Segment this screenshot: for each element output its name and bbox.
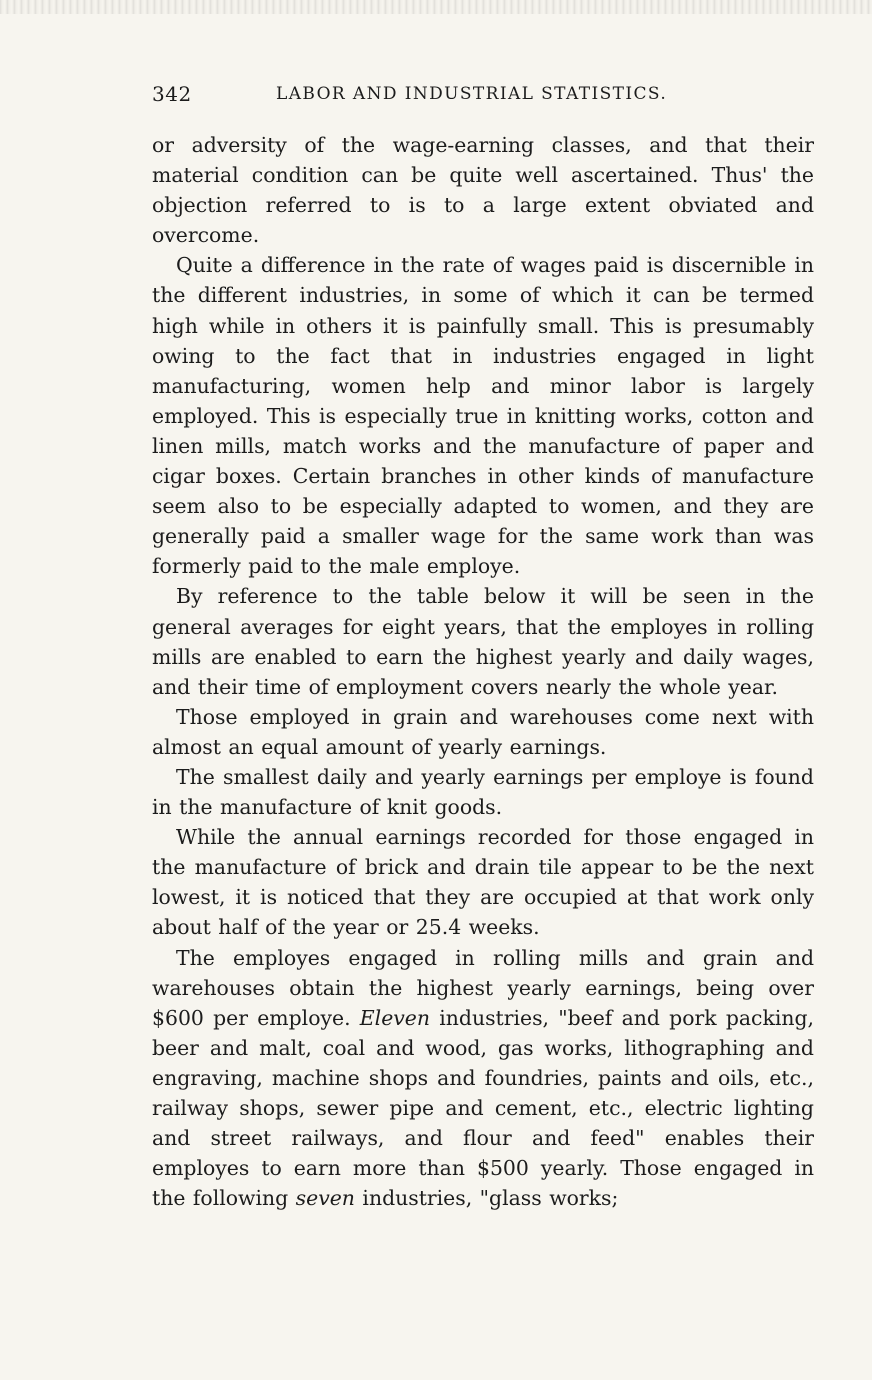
paragraph: Those employed in grain and warehouses come next with almost an equal amount of yearly earnings.	[152, 704, 814, 759]
page-header	[152, 80, 814, 114]
book-page	[152, 80, 814, 1213]
running-title: LABOR AND INDUSTRIAL STATISTICS.	[276, 84, 668, 104]
paragraph	[152, 943, 814, 1214]
emphasis-seven: seven	[295, 1186, 355, 1211]
body-text	[152, 130, 814, 1213]
paragraph-text: industries, "beef and pork packing, beer and malt, coal and wood, gas works, lithographing and engraving, machine shops and foundries, paints and oils, etc., railway shops, sewer pipe and cement, etc., electric lighting and street railways, and flour and feed" enables their employes to earn more than $500 yearly. Those engaged in the following	[152, 1005, 815, 1211]
emphasis-eleven: Eleven	[359, 1005, 430, 1030]
paragraph-text: industries, "glass works;	[354, 1186, 619, 1211]
paragraph-text: The employes engaged in rolling mills and grain and warehouses obtain the highest yearly earnings, being over $600 per employe.	[152, 945, 814, 1030]
paragraph: While the annual earnings recorded for those engaged in the manufacture of brick and drain tile appear to be the next lowest, it is noticed that they are occupied at that work only about half of the year or 25.4 weeks.	[152, 825, 814, 940]
paragraph: By reference to the table below it will be seen in the general averages for eight years, that the employes in rolling mills are enabled to earn the highest yearly and daily wages, and their time of employment covers nearly the whole year.	[152, 584, 814, 699]
paragraph: The smallest daily and yearly earnings per employe is found in the manufacture of knit goods.	[152, 764, 814, 820]
page-top-edge	[0, 0, 872, 14]
page-number: 342	[152, 82, 192, 106]
paragraph: or adversity of the wage-earning classes, and that their material condition can be quite well ascertained. Thus' the objection referred to is to a large extent obviated and overcome.	[152, 133, 814, 248]
paragraph: Quite a difference in the rate of wages paid is discernible in the different industries, in some of which it can be termed high while in others it is painfully small. This is presumably owing to the fact that in industries engaged in light manufacturing, women help and minor labor is largely employed. This is especially true in knitting works, cotton and linen mills, match works and the manufacture of paper and cigar boxes. Certain branches in other kinds of manufacture seem also to be especially adapted to women, and they are generally paid a smaller wage for the same work than was formerly paid to the male employe.	[152, 253, 814, 579]
